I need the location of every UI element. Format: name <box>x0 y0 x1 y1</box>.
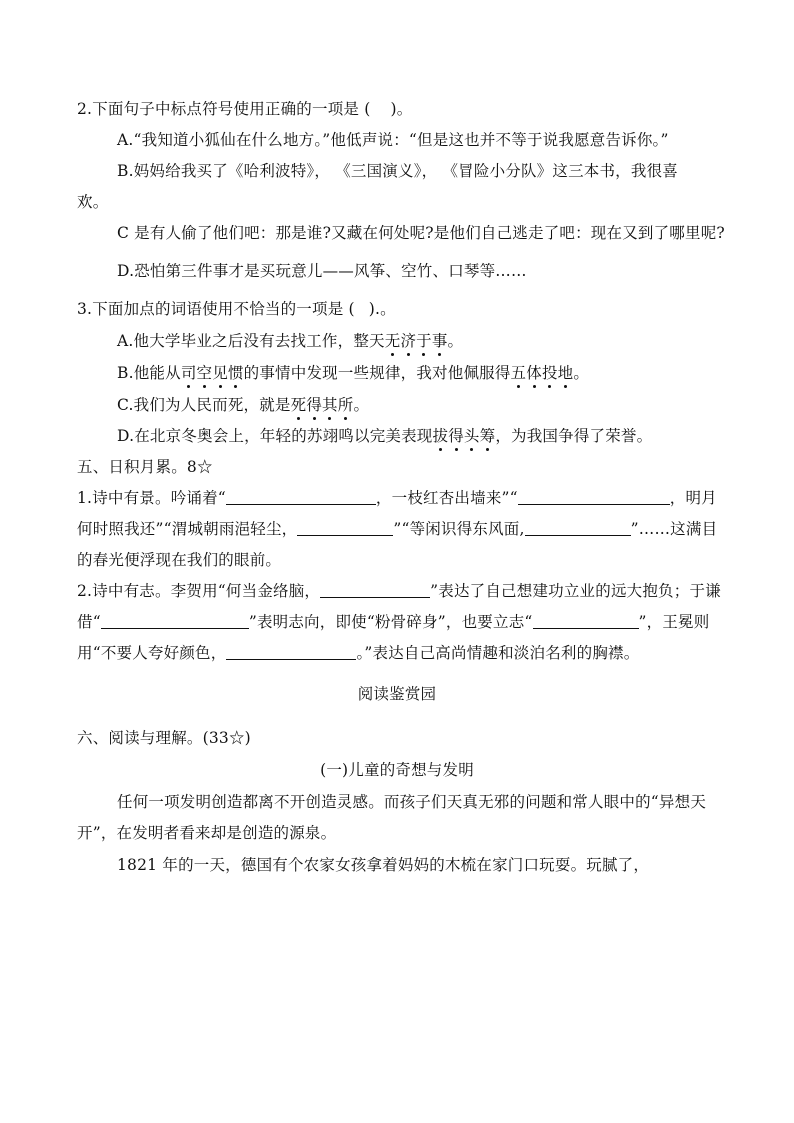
dotted-char: 得 <box>448 427 464 445</box>
dotted-char: 体 <box>526 364 542 382</box>
fill-blank[interactable] <box>226 489 376 505</box>
sec5-p1-line1 <box>77 488 717 508</box>
sec5-text: 何时照我还”“渭城朝雨浥轻尘， <box>77 520 298 538</box>
q3-c-end: 。 <box>353 396 370 414</box>
dotted-char: 空 <box>196 364 213 382</box>
q3-c-text: C.我们为人民而死，就是 <box>117 396 291 414</box>
dotted-char: 于 <box>416 332 432 350</box>
dotted-char: 拔 <box>432 427 449 445</box>
q3-stem-close: ).。 <box>368 300 396 318</box>
q2-option-b-cont: 欢。 <box>77 193 109 211</box>
q2-option-a: A.“我知道小狐仙在什么地方。”他低声说：“但是这也并不等于说我愿意告诉你。” <box>117 131 669 149</box>
dotted-char: 五 <box>510 364 527 382</box>
dotted-char: 事 <box>431 332 448 350</box>
sec5-text: ”……这满目 <box>630 520 718 538</box>
sec5-text: ，明月 <box>669 489 717 507</box>
dotted-char: 无 <box>384 332 401 350</box>
dotted-char: 见 <box>212 364 228 382</box>
dotted-char: 地 <box>557 364 574 382</box>
passage-p2-line1: 1821 年的一天，德国有个农家女孩拿着妈妈的木梳在家门口玩耍。玩腻了， <box>117 856 650 874</box>
dotted-char: 死 <box>290 396 307 414</box>
dotted-char: 济 <box>400 332 417 350</box>
q3-a-end: 。 <box>447 332 464 350</box>
reading-section-heading: 阅读鉴赏园 <box>357 685 437 703</box>
dotted-char: 得 <box>306 396 323 414</box>
passage-title: (一)儿童的奇想与发明 <box>320 761 474 779</box>
fill-blank[interactable] <box>525 520 631 536</box>
sec5-text: ”表达了自己想建功立业的远大抱负；于谦 <box>430 582 721 600</box>
sec5-p1-line2 <box>77 519 717 539</box>
sec5-text: ，一枝红杏出墙来”“ <box>375 489 518 507</box>
q3-option-d <box>117 426 652 446</box>
q3-b-mid: 的事情中发现一些规律，我对他佩服得 <box>243 364 511 382</box>
sec5-text: ”，王冕则 <box>638 613 710 631</box>
q3-option-b <box>117 363 589 383</box>
sec5-text: 借“ <box>77 613 101 631</box>
q3-b-end: 。 <box>573 364 590 382</box>
dotted-char: 所 <box>337 396 354 414</box>
sec5-p2-line2 <box>77 612 709 632</box>
q2-option-c: C 是有人偷了他们吧：那是谁?又藏在何处呢?是他们自己逃走了吧：现在又到了哪里呢? <box>117 224 725 242</box>
section-6-title: 六、阅读与理解。(33☆) <box>77 729 251 747</box>
sec5-p1-line3: 的春光便浮现在我们的眼前。 <box>77 551 282 569</box>
fill-blank[interactable] <box>226 644 356 660</box>
fill-blank[interactable] <box>297 520 393 536</box>
q2-stem <box>77 99 412 119</box>
dotted-char: 司 <box>180 364 197 382</box>
q2-option-d: D.恐怕第三件事才是买玩意儿——风筝、空竹、口琴等…… <box>117 262 527 280</box>
q2-stem-text: 2.下面句子中标点符号使用正确的一项是 ( <box>77 100 371 118</box>
section-5-title: 五、日积月累。8☆ <box>77 458 213 476</box>
sec5-text: 。”表达自己高尚情趣和淡泊名利的胸襟。 <box>356 644 640 662</box>
q3-stem <box>77 299 396 319</box>
passage-p1-line2: 开”，在发明者看来却是创造的源泉。 <box>77 824 337 842</box>
sec5-p2-line1 <box>77 581 721 601</box>
dotted-char: 投 <box>541 364 558 382</box>
dotted-char: 其 <box>322 396 338 414</box>
dotted-char: 惯 <box>227 364 244 382</box>
sec5-p2-line3 <box>77 643 639 663</box>
sec5-text: 2.诗中有志。李贺用“何当金络脑， <box>77 582 321 600</box>
fill-blank[interactable] <box>101 613 249 629</box>
dotted-char: 筹 <box>479 427 496 445</box>
q2-option-b: B.妈妈给我买了《哈利波特》， 《三国演义》， 《冒险小分队》这三本书，我很喜 <box>117 162 678 180</box>
sec5-text: ”表明志向，即使“粉骨碎身”，也要立志“ <box>248 613 533 631</box>
q2-stem-close: )。 <box>390 100 413 118</box>
fill-blank[interactable] <box>533 613 639 629</box>
sec5-text: 1.诗中有景。吟诵着“ <box>77 489 226 507</box>
fill-blank[interactable] <box>320 582 430 598</box>
q3-d-text: D.在北京冬奥会上，年轻的苏翊鸣以完美表现 <box>117 427 433 445</box>
q3-b-text: B.他能从 <box>117 364 181 382</box>
q3-d-end: ，为我国争得了荣誉。 <box>495 427 653 445</box>
q3-stem-text: 3.下面加点的词语使用不恰当的一项是 ( <box>77 300 355 318</box>
passage-p1-line1: 任何一项发明创造都离不开创造灵感。而孩子们天真无邪的问题和常人眼中的“异想天 <box>117 793 707 811</box>
q3-a-text: A.他大学毕业之后没有去找工作，整天 <box>117 332 385 350</box>
q3-option-a <box>117 331 463 351</box>
dotted-char: 头 <box>463 427 480 445</box>
q3-option-c <box>117 395 369 415</box>
sec5-text: ”“等闲识得东风面, <box>393 520 525 538</box>
fill-blank[interactable] <box>518 489 670 505</box>
sec5-text: 用“不要人夸好颜色， <box>77 644 227 662</box>
